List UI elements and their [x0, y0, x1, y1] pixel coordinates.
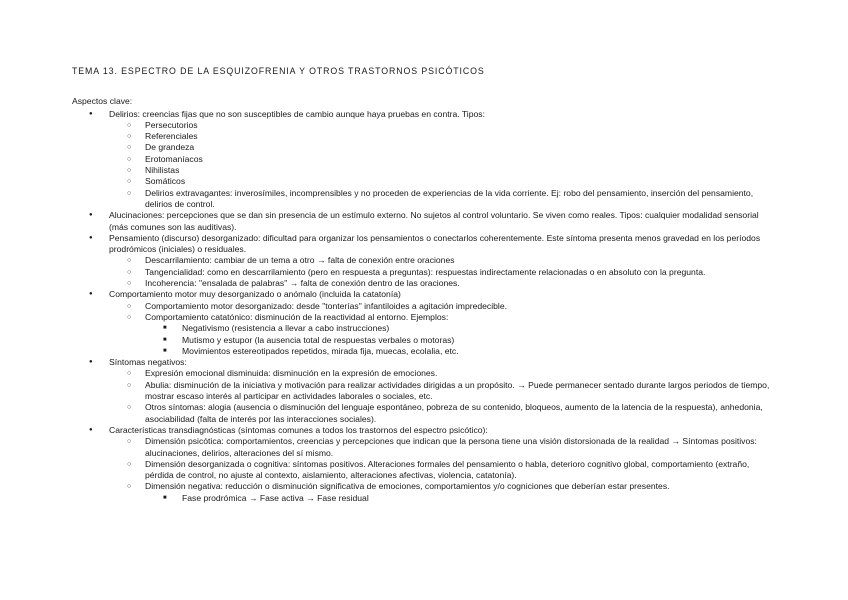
sublist-item: ○ Incoherencia: "ensalada de palabras" → falta de conexión dentro de las oraciones.: [72, 278, 772, 289]
sublist-item-catatonico: [72, 312, 772, 357]
sublist-item-text: Comportamiento catatónico: disminución de la reactividad al entorno. Ejemplos:: [145, 311, 449, 322]
sublist-item: ○ Nihilistas: [72, 165, 772, 176]
sublist-item: ○ Erotomaníacos: [72, 154, 772, 165]
sublist-item: ○ Tangencialidad: como en descarrilamiento (pero en respuesta a preguntas): respuestas indirectamente relacionadas o en absoluto con la pregunta.: [72, 267, 772, 278]
document-page: [72, 66, 772, 504]
sublist: [109, 436, 772, 504]
list-item-text: Características transdiagnósticas (síntomas comunes a todos los trastornos del espectro psicótico):: [109, 424, 488, 435]
list-item-delirios: [72, 109, 772, 211]
list-item-alucinaciones: [72, 210, 772, 233]
list-item-text: Pensamiento (discurso) desorganizado: dificultad para organizar los pensamientos o conectarlos coherentemente. Este síntoma presenta menos gravedad en los períodos prodrómicos (iniciales) o residuales.: [109, 232, 761, 255]
list-item-comportamiento-motor: [72, 289, 772, 357]
list-item-sintomas-negativos: [72, 357, 772, 425]
sublist-item: ○ Abulia: disminución de la iniciativa y motivación para realizar actividades dirigidas a un propósito. → Puede permanecer sentado durante largos periodos de tiempo, mostrar escaso interés al participar en actividades laborales o sociales, etc.: [72, 380, 772, 403]
sub-sublist: [145, 323, 772, 357]
key-aspects-list: [72, 109, 772, 504]
sub-sublist-item: ■ Negativismo (resistencia a llevar a cabo instrucciones): [72, 323, 772, 334]
sublist-item: ○ Somáticos: [72, 176, 772, 187]
sublist-item: ○ Dimensión psicótica: comportamientos, creencias y percepciones que indican que la persona tiene una visión distorsionada de la realidad → Síntomas positivos: alucinaciones, delirios, alteraciones del sí mismo.: [72, 436, 772, 459]
sublist: [109, 255, 772, 289]
sublist-item: ○ Dimensión desorganizada o cognitiva: síntomas positivos. Alteraciones formales del pensamiento o habla, deterioro cognitivo global, comportamiento (extraño, pérdida de control, no ajuste al contexto, aislamiento, alteraciones afectivas, violencia, catatonía).: [72, 459, 772, 482]
sublist-item: ○ Delirios extravagantes: inverosímiles, incomprensibles y no proceden de experiencias de la vida corriente. Ej: robo del pensamiento, inserción del pensamiento, delirios de control.: [72, 188, 772, 211]
sublist-item-text: Dimensión negativa: reducción o disminución significativa de emociones, comportamientos y/o cogniciones que deberían estar presentes.: [145, 481, 670, 492]
sublist-item: ○ Comportamiento motor desorganizado: desde "tonterías" infantiloides a agitación impredecible.: [72, 301, 772, 312]
sublist-item: ○ Referenciales: [72, 131, 772, 142]
sublist-item: ○ Persecutorios: [72, 120, 772, 131]
sublist: [109, 301, 772, 357]
list-item-text: Alucinaciones: percepciones que se dan sin presencia de un estímulo externo. No sujetos al control voluntario. Se viven como reales. Tipos: cualquier modalidad sensorial (más comunes son las auditivas).: [109, 210, 759, 232]
sublist: [109, 120, 772, 210]
sub-sublist-item: ■ Movimientos estereotipados repetidos, mirada fija, muecas, ecolalia, etc.: [72, 346, 772, 357]
list-item-text: Delirios: creencias fijas que no son susceptibles de cambio aunque haya pruebas en contra. Tipos:: [109, 108, 485, 119]
sub-sublist: [145, 493, 772, 504]
sublist-item: ○ De grandeza: [72, 142, 772, 153]
list-item-text: Síntomas negativos:: [109, 357, 187, 368]
sub-sublist-item: ■ Mutismo y estupor (la ausencia total de respuestas verbales o motoras): [72, 335, 772, 346]
section-label: Aspectos clave:: [72, 96, 133, 107]
sublist-item: ○ Descarrilamiento: cambiar de un tema a otro → falta de conexión entre oraciones: [72, 255, 772, 266]
list-item-pensamiento: [72, 233, 772, 289]
sublist-item: ○ Expresión emocional disminuida: disminución en la expresión de emociones.: [72, 368, 772, 379]
list-item-text: Comportamiento motor muy desorganizado o anómalo (incluida la catatonía): [109, 289, 401, 300]
list-item-transdiagnosticas: [72, 425, 772, 504]
sublist-item-dimension-negativa: [72, 481, 772, 504]
document-title: TEMA 13. ESPECTRO DE LA ESQUIZOFRENIA Y OTROS TRASTORNOS PSICÓTICOS: [72, 66, 485, 76]
sublist: [109, 368, 772, 424]
sublist-item: ○ Otros síntomas: alogia (ausencia o disminución del lenguaje espontáneo, pobreza de su contenido, bloqueos, aumento de la latencia de la respuesta), anhedonia, asociabilidad (falta de interés por las interacciones sociales).: [72, 402, 772, 425]
sub-sublist-item: ■ Fase prodrómica → Fase activa → Fase residual: [72, 493, 772, 504]
